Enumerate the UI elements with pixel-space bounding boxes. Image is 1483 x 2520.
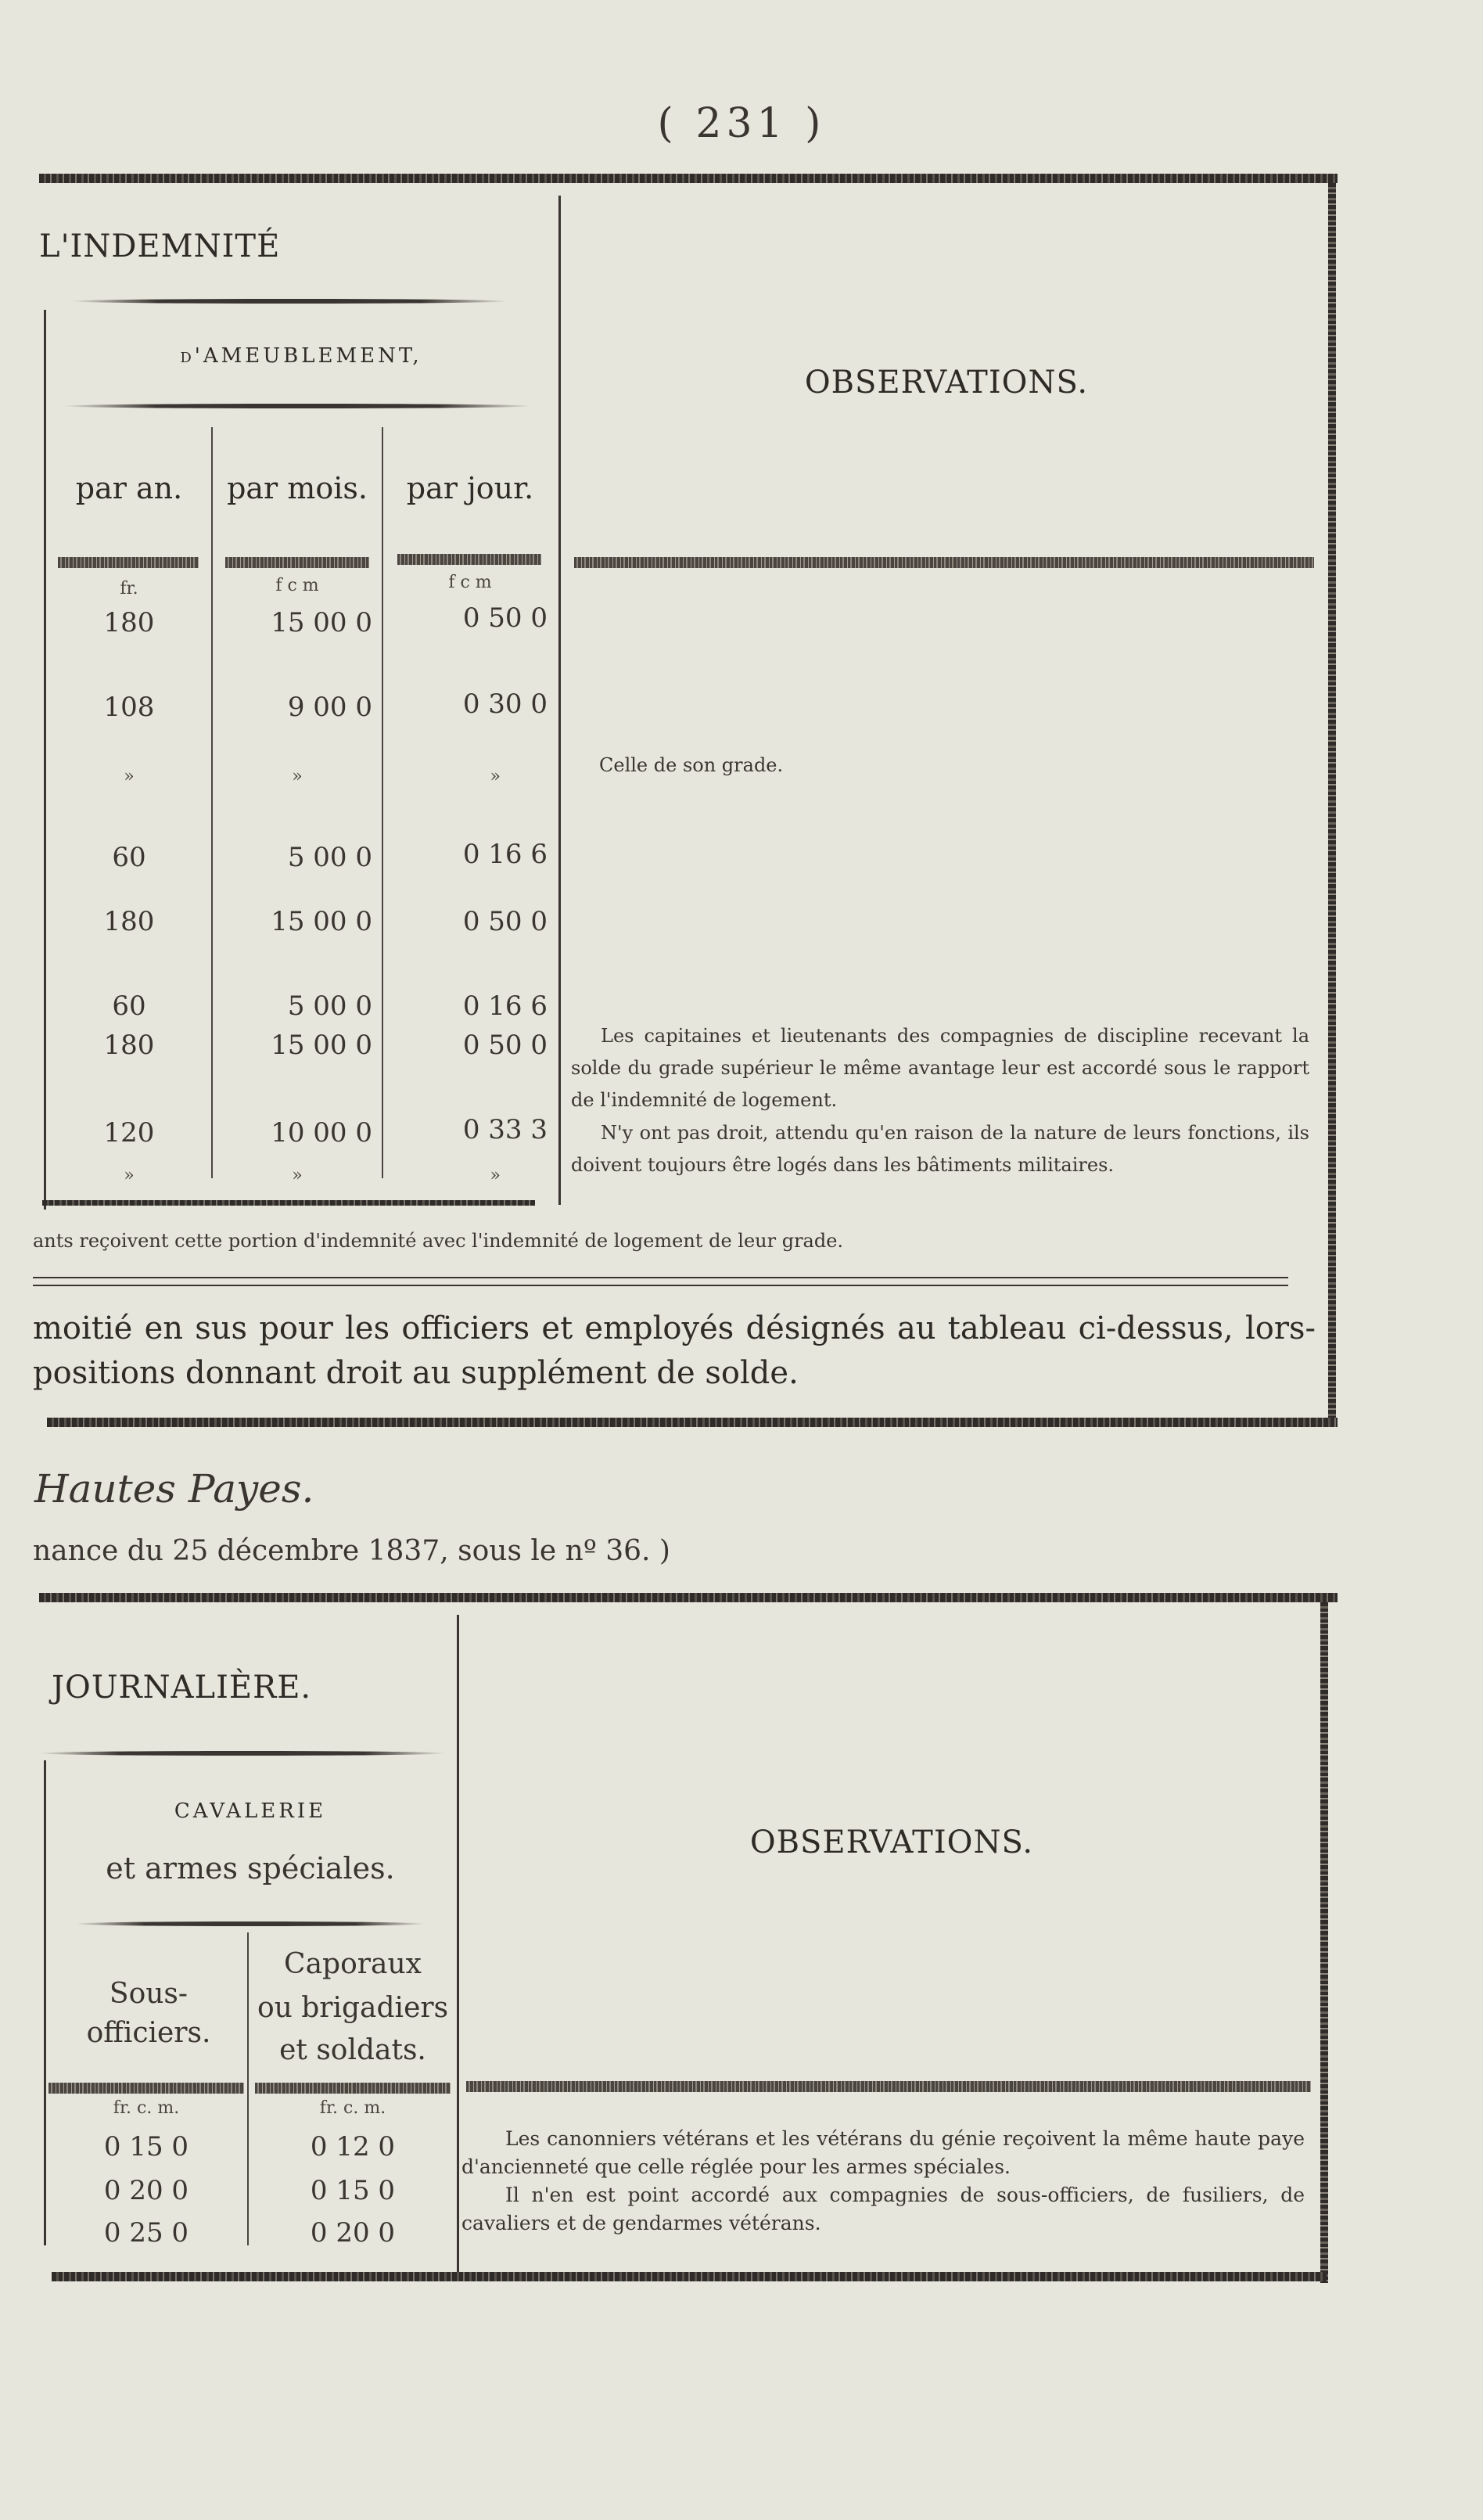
table1-row8-jour: 0 33 3 xyxy=(462,1114,548,1145)
table1-row8-mois: 10 00 0 xyxy=(271,1117,372,1149)
table1-paragraph: moitié en sus pour les officiers et employés désignés au tableau ci-dessus, lors-positions donnant droit au supplément de solde. xyxy=(33,1310,1316,1391)
table1-row1-jour: 0 50 0 xyxy=(462,602,548,634)
table1-obs-note2: N'y ont pas droit, attendu qu'en raison de la nature de leurs fonctions, ils doivent toujours être logés dans les bâtiments militaires. xyxy=(571,1122,1309,1176)
table1-unit-jour: f c m xyxy=(448,573,492,592)
table1-footnote-rule xyxy=(33,1277,1288,1278)
table2-row3-col2: 0 20 0 xyxy=(310,2217,396,2249)
table1-title-swash xyxy=(70,299,508,304)
table1-col-par-mois: par mois. xyxy=(227,471,368,505)
table2-left-border xyxy=(44,1760,46,2245)
table1-left-border xyxy=(44,310,46,1210)
table1-group-header: d'AMEUBLEMENT, xyxy=(180,344,422,368)
table2-col1-hatch xyxy=(48,2083,244,2094)
table1-unit-mois: f c m xyxy=(275,576,319,595)
table1-row5-an: 180 xyxy=(103,906,155,937)
table1-obs-hatch xyxy=(574,557,1314,568)
table1-row5-mois: 15 00 0 xyxy=(271,906,372,937)
table1-row3-jour: » xyxy=(490,767,501,786)
table1-title: L'INDEMNITÉ xyxy=(39,228,281,264)
table1-row8-an: 120 xyxy=(103,1117,155,1149)
table2-group-header-2: et armes spéciales. xyxy=(106,1851,395,1886)
table2-unit-col1: fr. c. m. xyxy=(113,2098,180,2118)
table2-row3-col1: 0 25 0 xyxy=(103,2217,189,2249)
table2-obs-hatch xyxy=(466,2081,1311,2092)
table2-obs-note2: Il n'en est point accordé aux compagnies de sous-officiers, de fusiliers, de cavaliers et de gendarmes vétérans. xyxy=(461,2184,1305,2234)
table1-closing-rule xyxy=(47,1418,1338,1427)
table1-row6-an: 60 xyxy=(112,990,146,1022)
table1-unit-an: fr. xyxy=(120,579,138,599)
table2-bottom-rule xyxy=(52,2272,1327,2281)
table1-col3-hatch xyxy=(397,554,541,565)
table2-unit-col2: fr. c. m. xyxy=(319,2098,386,2118)
table2-col2-line2: ou brigadiers xyxy=(257,1992,449,2024)
table1-row2-an: 108 xyxy=(103,692,155,723)
table1-row9-mois: » xyxy=(292,1166,303,1185)
section-subheading: nance du 25 décembre 1837, sous le nº 36. ) xyxy=(33,1535,670,1567)
table2-obs-divider xyxy=(457,1615,459,2272)
table2-right-border xyxy=(1320,1602,1328,2283)
table1-group-swash xyxy=(63,404,532,408)
table1-top-rule xyxy=(39,174,1338,183)
table1-row3-an: » xyxy=(124,767,135,786)
table1-row9-an: » xyxy=(124,1166,135,1185)
table2-title-swash xyxy=(39,1751,446,1756)
table2-col2-line3: et soldats. xyxy=(279,2034,426,2066)
table1-footnote: ants reçoivent cette portion d'indemnité avec l'indemnité de logement de leur grade. xyxy=(33,1230,844,1252)
table1-observations-header: OBSERVATIONS. xyxy=(804,365,1089,401)
table2-observations-header: OBSERVATIONS. xyxy=(749,1824,1034,1860)
table1-row4-jour: 0 16 6 xyxy=(462,839,548,870)
table1-row7-an: 180 xyxy=(103,1030,155,1061)
table1-col-par-an: par an. xyxy=(75,471,183,505)
table2-col-sous-officiers: Sous-officiers. xyxy=(86,1978,211,2049)
table1-col-par-jour: par jour. xyxy=(406,471,534,505)
table1-bottom-rule xyxy=(42,1200,535,1206)
table1-footnote-rule-2 xyxy=(33,1285,1288,1286)
table1-col-sep-2 xyxy=(382,427,383,1178)
table2-col2-line1: Caporaux xyxy=(284,1948,422,1980)
table1-col1-hatch xyxy=(58,557,199,568)
table1-row1-mois: 15 00 0 xyxy=(271,607,372,638)
table2-col-sep xyxy=(247,1932,249,2245)
table1-row7-jour: 0 50 0 xyxy=(462,1030,548,1061)
table1-row1-an: 180 xyxy=(103,607,155,638)
table2-group-swash xyxy=(75,1921,426,1926)
table2-row1-col1: 0 15 0 xyxy=(103,2131,189,2162)
table1-col2-hatch xyxy=(225,557,369,568)
table1-row2-jour: 0 30 0 xyxy=(462,688,548,720)
table1-row3-mois: » xyxy=(292,767,303,786)
table2-obs-note1: Les canonniers vétérans et les vétérans du génie reçoivent la même haute paye d'ancienneté que celle réglée pour les armes spéciales. xyxy=(461,2127,1305,2178)
table2-col2-hatch xyxy=(255,2083,451,2094)
table1-col-sep-1 xyxy=(211,427,213,1178)
table1-row7-mois: 15 00 0 xyxy=(271,1030,372,1061)
table1-obs-note1: Les capitaines et lieutenants des compagnies de discipline recevant la solde du grade supérieur le même avantage leur est accordé sous le rapport de l'indemnité de logement. xyxy=(571,1025,1309,1111)
table1-row2-mois: 9 00 0 xyxy=(287,692,372,723)
table2-row2-col1: 0 20 0 xyxy=(103,2175,189,2206)
table2-top-rule xyxy=(39,1593,1338,1602)
table1-row4-an: 60 xyxy=(112,842,146,873)
table1-row5-jour: 0 50 0 xyxy=(462,906,548,937)
table1-row9-jour: » xyxy=(490,1166,501,1185)
table1-obs-celle: Celle de son grade. xyxy=(599,754,784,776)
table2-row2-col2: 0 15 0 xyxy=(310,2175,396,2206)
table2-group-header-1: CAVALERIE xyxy=(174,1799,327,1823)
table1-obs-divider xyxy=(558,196,561,1205)
table2-title: JOURNALIÈRE. xyxy=(52,1670,312,1706)
section-heading: Hautes Payes. xyxy=(34,1466,314,1512)
page-number: ( 231 ) xyxy=(657,100,826,147)
table2-row1-col2: 0 12 0 xyxy=(310,2131,396,2162)
table1-row4-mois: 5 00 0 xyxy=(287,842,372,873)
table1-row6-jour: 0 16 6 xyxy=(462,990,548,1022)
table1-row6-mois: 5 00 0 xyxy=(287,990,372,1022)
